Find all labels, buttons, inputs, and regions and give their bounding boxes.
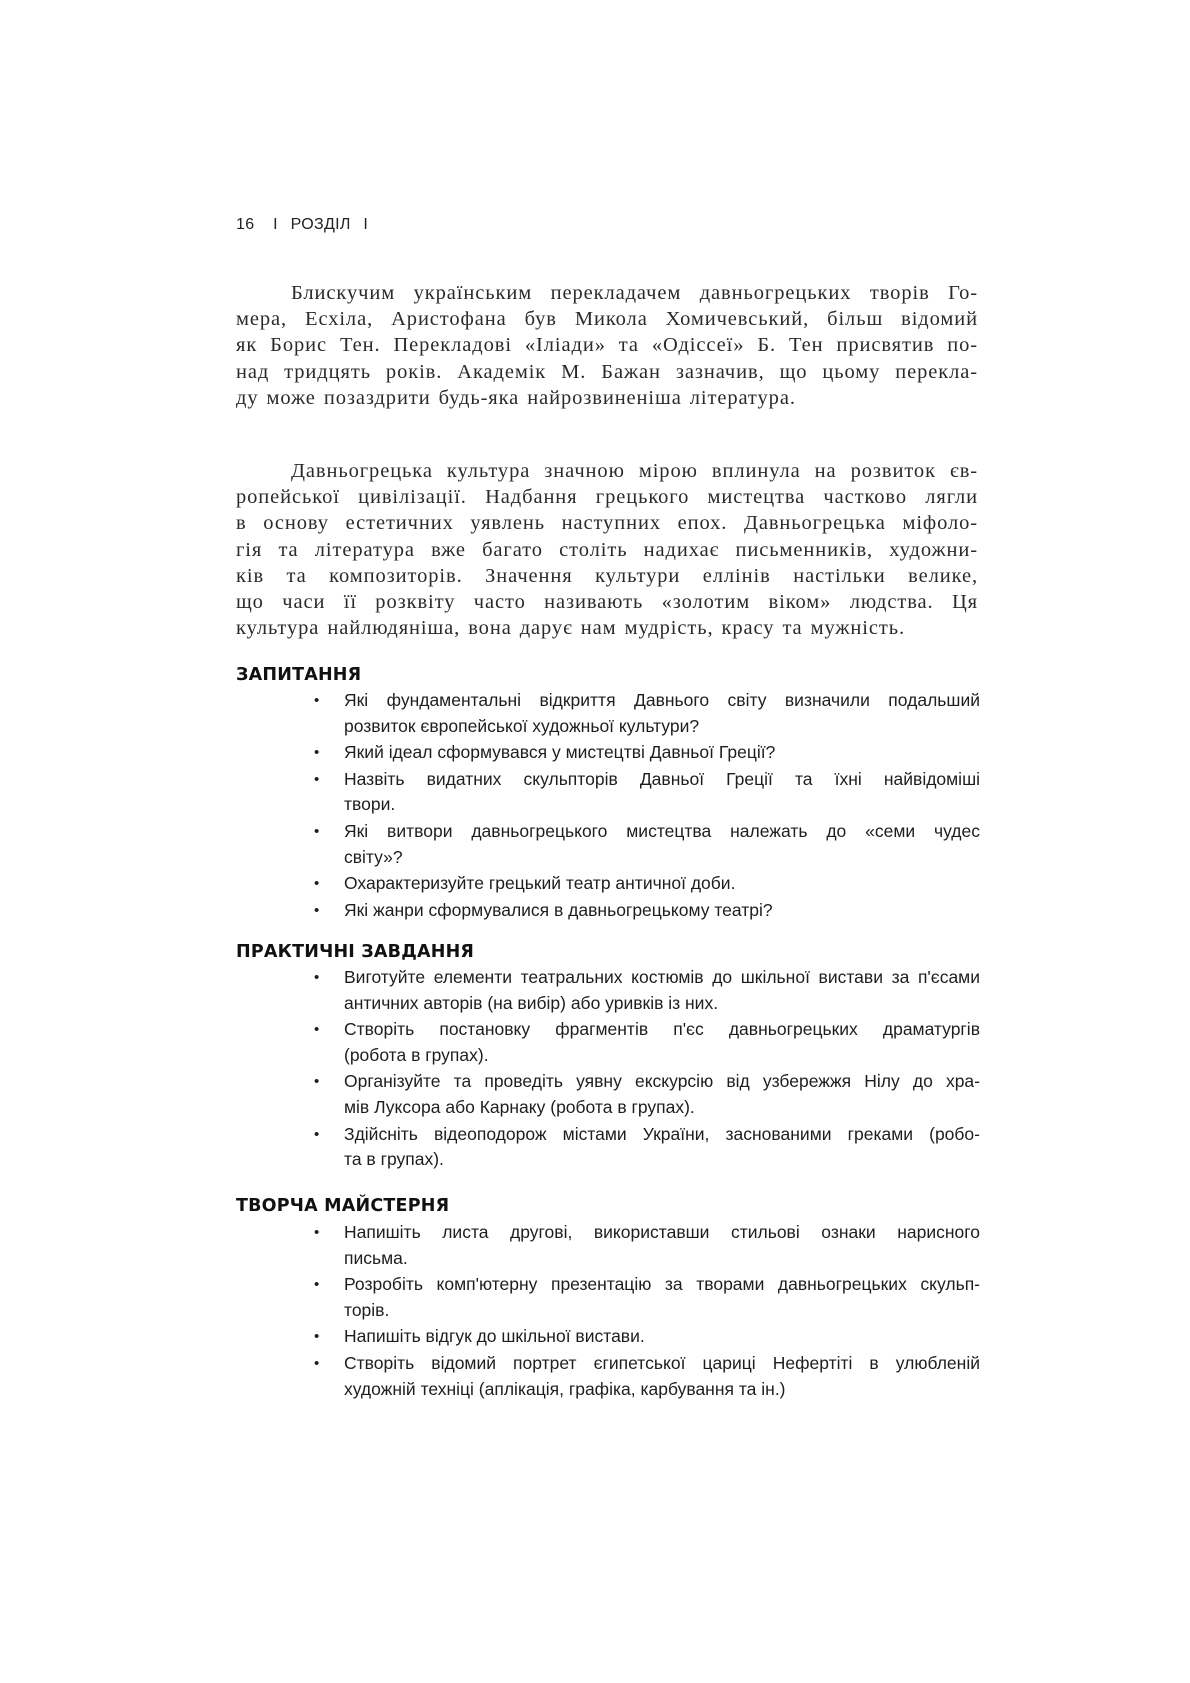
list-item-line: мів Луксора або Карнаку (робота в групах). [344, 1096, 695, 1117]
paragraph-line: ропейської цивілізації. Надбання грецького мистецтва частково лягли [236, 486, 978, 509]
creative-workshop-list [312, 1220, 980, 1403]
paragraph-culture [236, 458, 978, 641]
paragraph-line: ків та композиторів. Значення культури еллінів настільки велике, [236, 564, 978, 587]
list-item [312, 688, 980, 739]
list-item-line: Які жанри сформувалися в давньогрецькому театрі? [344, 899, 773, 920]
list-item-line: розвиток європейської художньої культури? [344, 715, 700, 736]
paragraph-line: мера, Есхіла, Аристофана був Микола Хомичевський, більш відомий [236, 308, 978, 331]
list-item-line: Напишіть листа другові, використавши стильові ознаки нарисного [344, 1222, 980, 1242]
list-item [312, 1017, 980, 1068]
list-item [312, 740, 980, 766]
list-item [312, 1220, 980, 1271]
questions-heading: ЗАПИТАННЯ [236, 665, 362, 685]
list-item-line: Організуйте та проведіть уявну екскурсію від узбережжя Нілу до хра- [344, 1071, 980, 1092]
page-number: 16 [236, 216, 255, 233]
list-item-line: Виготуйте елементи театральних костюмів до шкільної вистави за п'єсами [344, 967, 980, 987]
bullet-icon: • [314, 770, 320, 788]
list-item-line: Здійсніть відеоподорож містами України, заснованими греками (робо- [344, 1123, 980, 1144]
list-item-line: Створіть постановку фрагментів п'єс давньогрецьких драматургів [344, 1019, 980, 1040]
list-item-line: Які фундаментальні відкриття Давнього світу визначили подальший [344, 690, 980, 710]
questions-list [312, 688, 980, 924]
list-item-line: світу»? [344, 846, 403, 867]
bullet-icon: • [314, 901, 320, 919]
list-item-line: торів. [344, 1299, 390, 1320]
list-item [312, 898, 980, 924]
bullet-icon: • [314, 1224, 320, 1241]
bullet-icon: • [314, 1021, 320, 1039]
bullet-icon: • [314, 875, 320, 893]
bullet-icon: • [314, 822, 320, 840]
list-item-line: твори. [344, 794, 396, 815]
paragraph-line: що часи її розквіту часто називають «золотим віком» людства. Ця [236, 591, 978, 614]
list-item-line: Назвіть видатних скульпторів Давньої Греції та їхні найвідоміші [344, 768, 980, 789]
paragraph-line: як Борис Тен. Перекладові «Іліади» та «Одіссеї» Б. Тен присвятив по- [236, 334, 978, 357]
paragraph-line: Давньогрецька культура значною мірою вплинула на розвиток єв- [291, 460, 978, 482]
running-head [236, 216, 368, 234]
practical-tasks-list [312, 965, 980, 1174]
list-item-line: Який ідеал сформувався у мистецтві Давньої Греції? [344, 742, 776, 763]
paragraph-line: культура найлюдяніша, вона дарує нам мудрість, красу та мужність. [236, 617, 905, 640]
list-item-line: Створіть відомий портрет єгипетської цариці Нефертіті в улюбленій [344, 1352, 980, 1373]
list-item-line: художній техніці (аплікація, графіка, карбування та ін.) [344, 1378, 786, 1399]
list-item-line: (робота в групах). [344, 1044, 489, 1065]
paragraph-line: в основу естетичних уявлень наступних епох. Давньогрецька міфоло- [236, 512, 978, 535]
list-item-line: письма. [344, 1247, 408, 1268]
list-item [312, 871, 980, 897]
practical-tasks-heading: ПРАКТИЧНІ ЗАВДАННЯ [236, 942, 475, 962]
bullet-icon: • [314, 1354, 320, 1372]
bullet-icon: • [314, 969, 320, 986]
paragraph-translator [236, 280, 978, 411]
bullet-icon: • [314, 744, 320, 762]
bullet-icon: • [314, 1125, 320, 1143]
list-item-line: Розробіть комп'ютерну презентацію за творами давньогрецьких скульп- [344, 1274, 980, 1295]
list-item-line: та в групах). [344, 1149, 444, 1170]
list-item [312, 767, 980, 818]
bullet-icon: • [314, 692, 320, 709]
creative-workshop-heading: ТВОРЧА МАЙСТЕРНЯ [236, 1196, 450, 1216]
list-item-line: Охарактеризуйте грецький театр античної доби. [344, 873, 736, 894]
list-item [312, 1324, 980, 1350]
bullet-icon: • [314, 1073, 320, 1091]
list-item-line: Які витвори давньогрецького мистецтва належать до «семи чудес [344, 820, 980, 841]
running-head-separator: I [273, 216, 278, 233]
list-item [312, 1351, 980, 1402]
paragraph-line: над тридцять років. Академік М. Бажан зазначив, що цьому перекла- [236, 360, 978, 383]
paragraph-line: гія та література вже багато століть надихає письменників, художни- [236, 538, 978, 561]
list-item [312, 1069, 980, 1120]
list-item [312, 1272, 980, 1323]
list-item [312, 1122, 980, 1173]
bullet-icon: • [314, 1328, 320, 1346]
bullet-icon: • [314, 1276, 320, 1294]
paragraph-line: Блискучим українським перекладачем давньогрецьких творів Го- [291, 282, 978, 304]
paragraph-line: ду може позаздрити будь-яка найрозвиненіша література. [236, 386, 796, 409]
list-item [312, 965, 980, 1016]
list-item [312, 819, 980, 870]
running-head-separator: I [363, 216, 369, 233]
section-title: РОЗДІЛ [290, 216, 351, 233]
list-item-line: античних авторів (на вибір) або уривків із них. [344, 992, 719, 1013]
list-item-line: Напишіть відгук до шкільної вистави. [344, 1326, 645, 1347]
